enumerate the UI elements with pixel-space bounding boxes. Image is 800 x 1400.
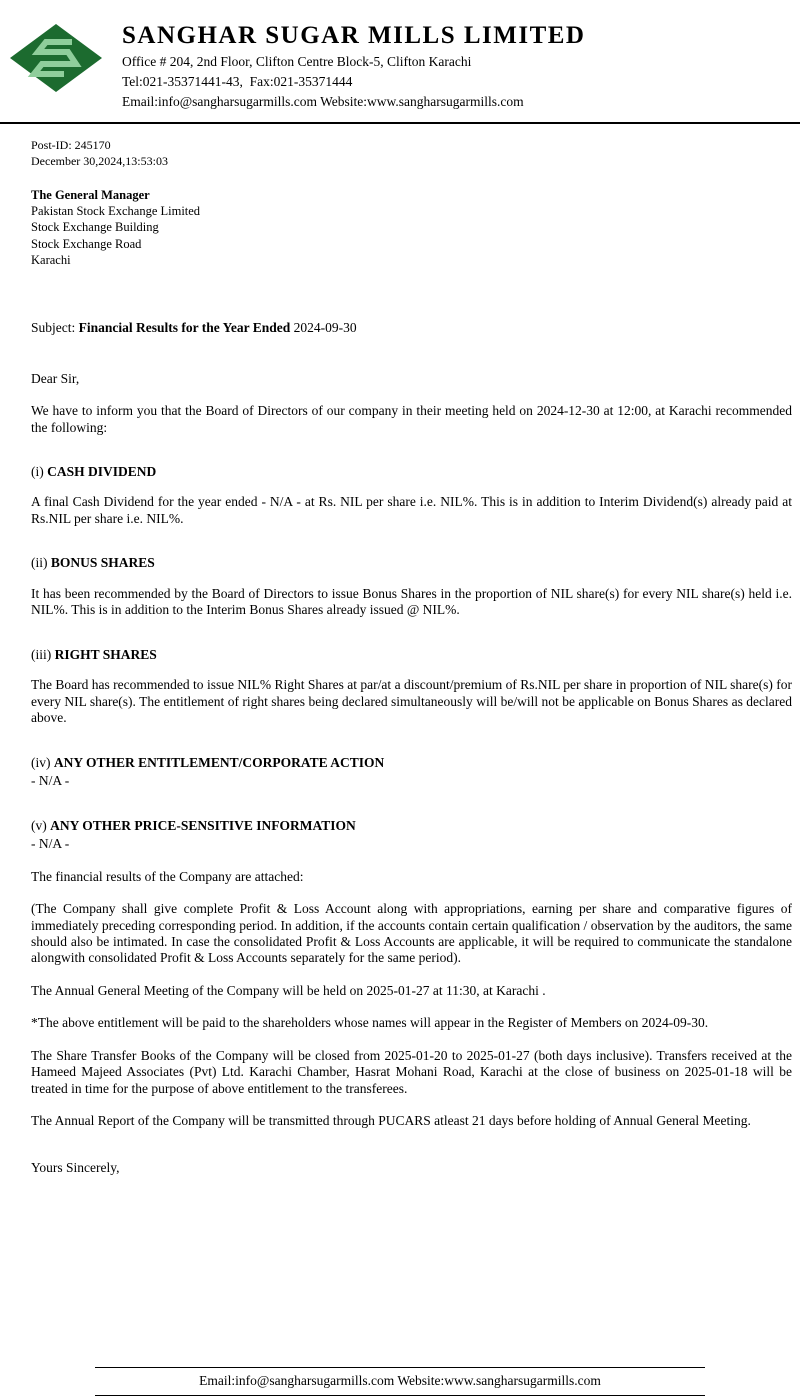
section-body: - N/A - xyxy=(31,773,70,789)
share-transfer-books-paragraph: The Share Transfer Books of the Company will be closed from 2025-01-20 to 2025-01-27 (both days inclusive). Transfers received at the Hameed Majeed Associates (Pvt) Ltd. Karachi Chamber, Hasrat Mohani Road, Karachi at the close of business on 2025-01-18 will be treated in time for the purpose of above entitlement to the transferees. xyxy=(31,1047,792,1096)
section-bonus-shares xyxy=(31,555,792,618)
disclosure-note-paragraph: (The Company shall give complete Profit & Loss Account along with appropriations, earning per share and comparative figures of immediately preceding corresponding period. In addition, if the accounts contain certain qualification / observation by the auditors, the same should also be intimated. In case the consolidated Profit & Loss Accounts are applicable, it will be required to communicate the standalone alongwith consolidated Profit & Loss Accounts separately for the same period). xyxy=(31,901,792,966)
recipient-line: Stock Exchange Road xyxy=(31,236,142,251)
footer-contact-line: Email:info@sangharsugarmills.com Website:www.sangharsugarmills.com xyxy=(95,1367,705,1396)
section-cash-dividend xyxy=(31,464,792,527)
section-body: It has been recommended by the Board of Directors to issue Bonus Shares in the proportion of NIL share(s) for every NIL share(s) held i.e. NIL%. This is in addition to the Interim Bonus Shares already issued @ NIL%. xyxy=(31,585,792,618)
section-number: (iii) xyxy=(31,646,55,662)
section-number: (i) xyxy=(31,464,48,479)
section-title: RIGHT SHARES xyxy=(54,646,157,662)
post-datetime: December 30,2024,13:53:03 xyxy=(31,153,168,168)
recipient-block xyxy=(31,187,792,268)
recipient-line: Karachi xyxy=(31,252,71,267)
section-heading xyxy=(31,818,792,834)
subject-title: Financial Results for the Year Ended xyxy=(78,320,291,336)
post-id: Post-ID: 245170 xyxy=(31,137,111,152)
subject-label: Subject: xyxy=(31,320,79,336)
letterhead-text xyxy=(122,22,586,110)
section-body: The Board has recommended to issue NIL% Right Shares at par/at a discount/premium of Rs.NIL per share in proportion of NIL share(s) for every NIL share(s). The entitlement of right shares being declared simultaneously will be/will not be applicable on Bonus Shares as declared above. xyxy=(31,677,792,726)
company-phone-fax: Tel:021-35371441-43, Fax:021-35371444 xyxy=(122,73,353,89)
recipient-line: Stock Exchange Building xyxy=(31,220,159,235)
letterhead xyxy=(0,0,800,110)
company-email-website: Email:info@sangharsugarmills.com Website:www.sangharsugarmills.com xyxy=(122,93,524,109)
company-name: SANGHAR SUGAR MILLS LIMITED xyxy=(122,22,586,49)
results-attached-line: The financial results of the Company are attached: xyxy=(31,868,304,884)
section-heading xyxy=(31,755,792,771)
intro-paragraph: We have to inform you that the Board of Directors of our company in their meeting held on 2024-12-30 at 12:00, at Karachi recommended the following: xyxy=(31,403,792,435)
section-body: A final Cash Dividend for the year ended - N/A - at Rs. NIL per share i.e. NIL%. This is in addition to Interim Dividend(s) already paid at Rs.NIL per share i.e. NIL%. xyxy=(31,494,792,526)
section-heading xyxy=(31,464,792,480)
section-heading xyxy=(31,555,792,571)
recipient-name: The General Manager xyxy=(31,187,150,202)
subject-date: 2024-09-30 xyxy=(290,320,357,336)
section-heading xyxy=(31,647,792,663)
page-footer xyxy=(0,1367,800,1396)
section-title: ANY OTHER ENTITLEMENT/CORPORATE ACTION xyxy=(53,754,385,770)
section-number: (iv) xyxy=(31,754,54,770)
section-title: CASH DIVIDEND xyxy=(47,464,157,479)
section-right-shares xyxy=(31,647,792,727)
logo-diamond xyxy=(10,24,102,92)
agm-paragraph: The Annual General Meeting of the Company will be held on 2025-01-27 at 11:30, at Karachi . xyxy=(31,982,546,998)
section-number: (v) xyxy=(31,817,51,833)
section-price-sensitive xyxy=(31,818,792,853)
subject-line xyxy=(31,320,792,336)
letter-body xyxy=(0,137,800,1177)
recipient-line: Pakistan Stock Exchange Limited xyxy=(31,204,201,219)
header-divider xyxy=(0,122,800,124)
entitlement-paragraph: *The above entitlement will be paid to the shareholders whose names will appear in the Register of Members on 2024-09-30. xyxy=(31,1015,709,1031)
company-logo xyxy=(8,22,104,94)
section-other-entitlement xyxy=(31,755,792,790)
section-title: BONUS SHARES xyxy=(50,555,155,571)
section-body: - N/A - xyxy=(31,836,70,852)
salutation: Dear Sir, xyxy=(31,370,80,386)
signoff: Yours Sincerely, xyxy=(31,1159,120,1175)
company-address: Office # 204, 2nd Floor, Clifton Centre Block-5, Clifton Karachi xyxy=(122,53,472,69)
section-title: ANY OTHER PRICE-SENSITIVE INFORMATION xyxy=(50,817,356,833)
section-number: (ii) xyxy=(31,555,51,571)
annual-report-paragraph: The Annual Report of the Company will be transmitted through PUCARS atleast 21 days before holding of Annual General Meeting. xyxy=(31,1113,751,1129)
post-meta xyxy=(31,137,792,169)
